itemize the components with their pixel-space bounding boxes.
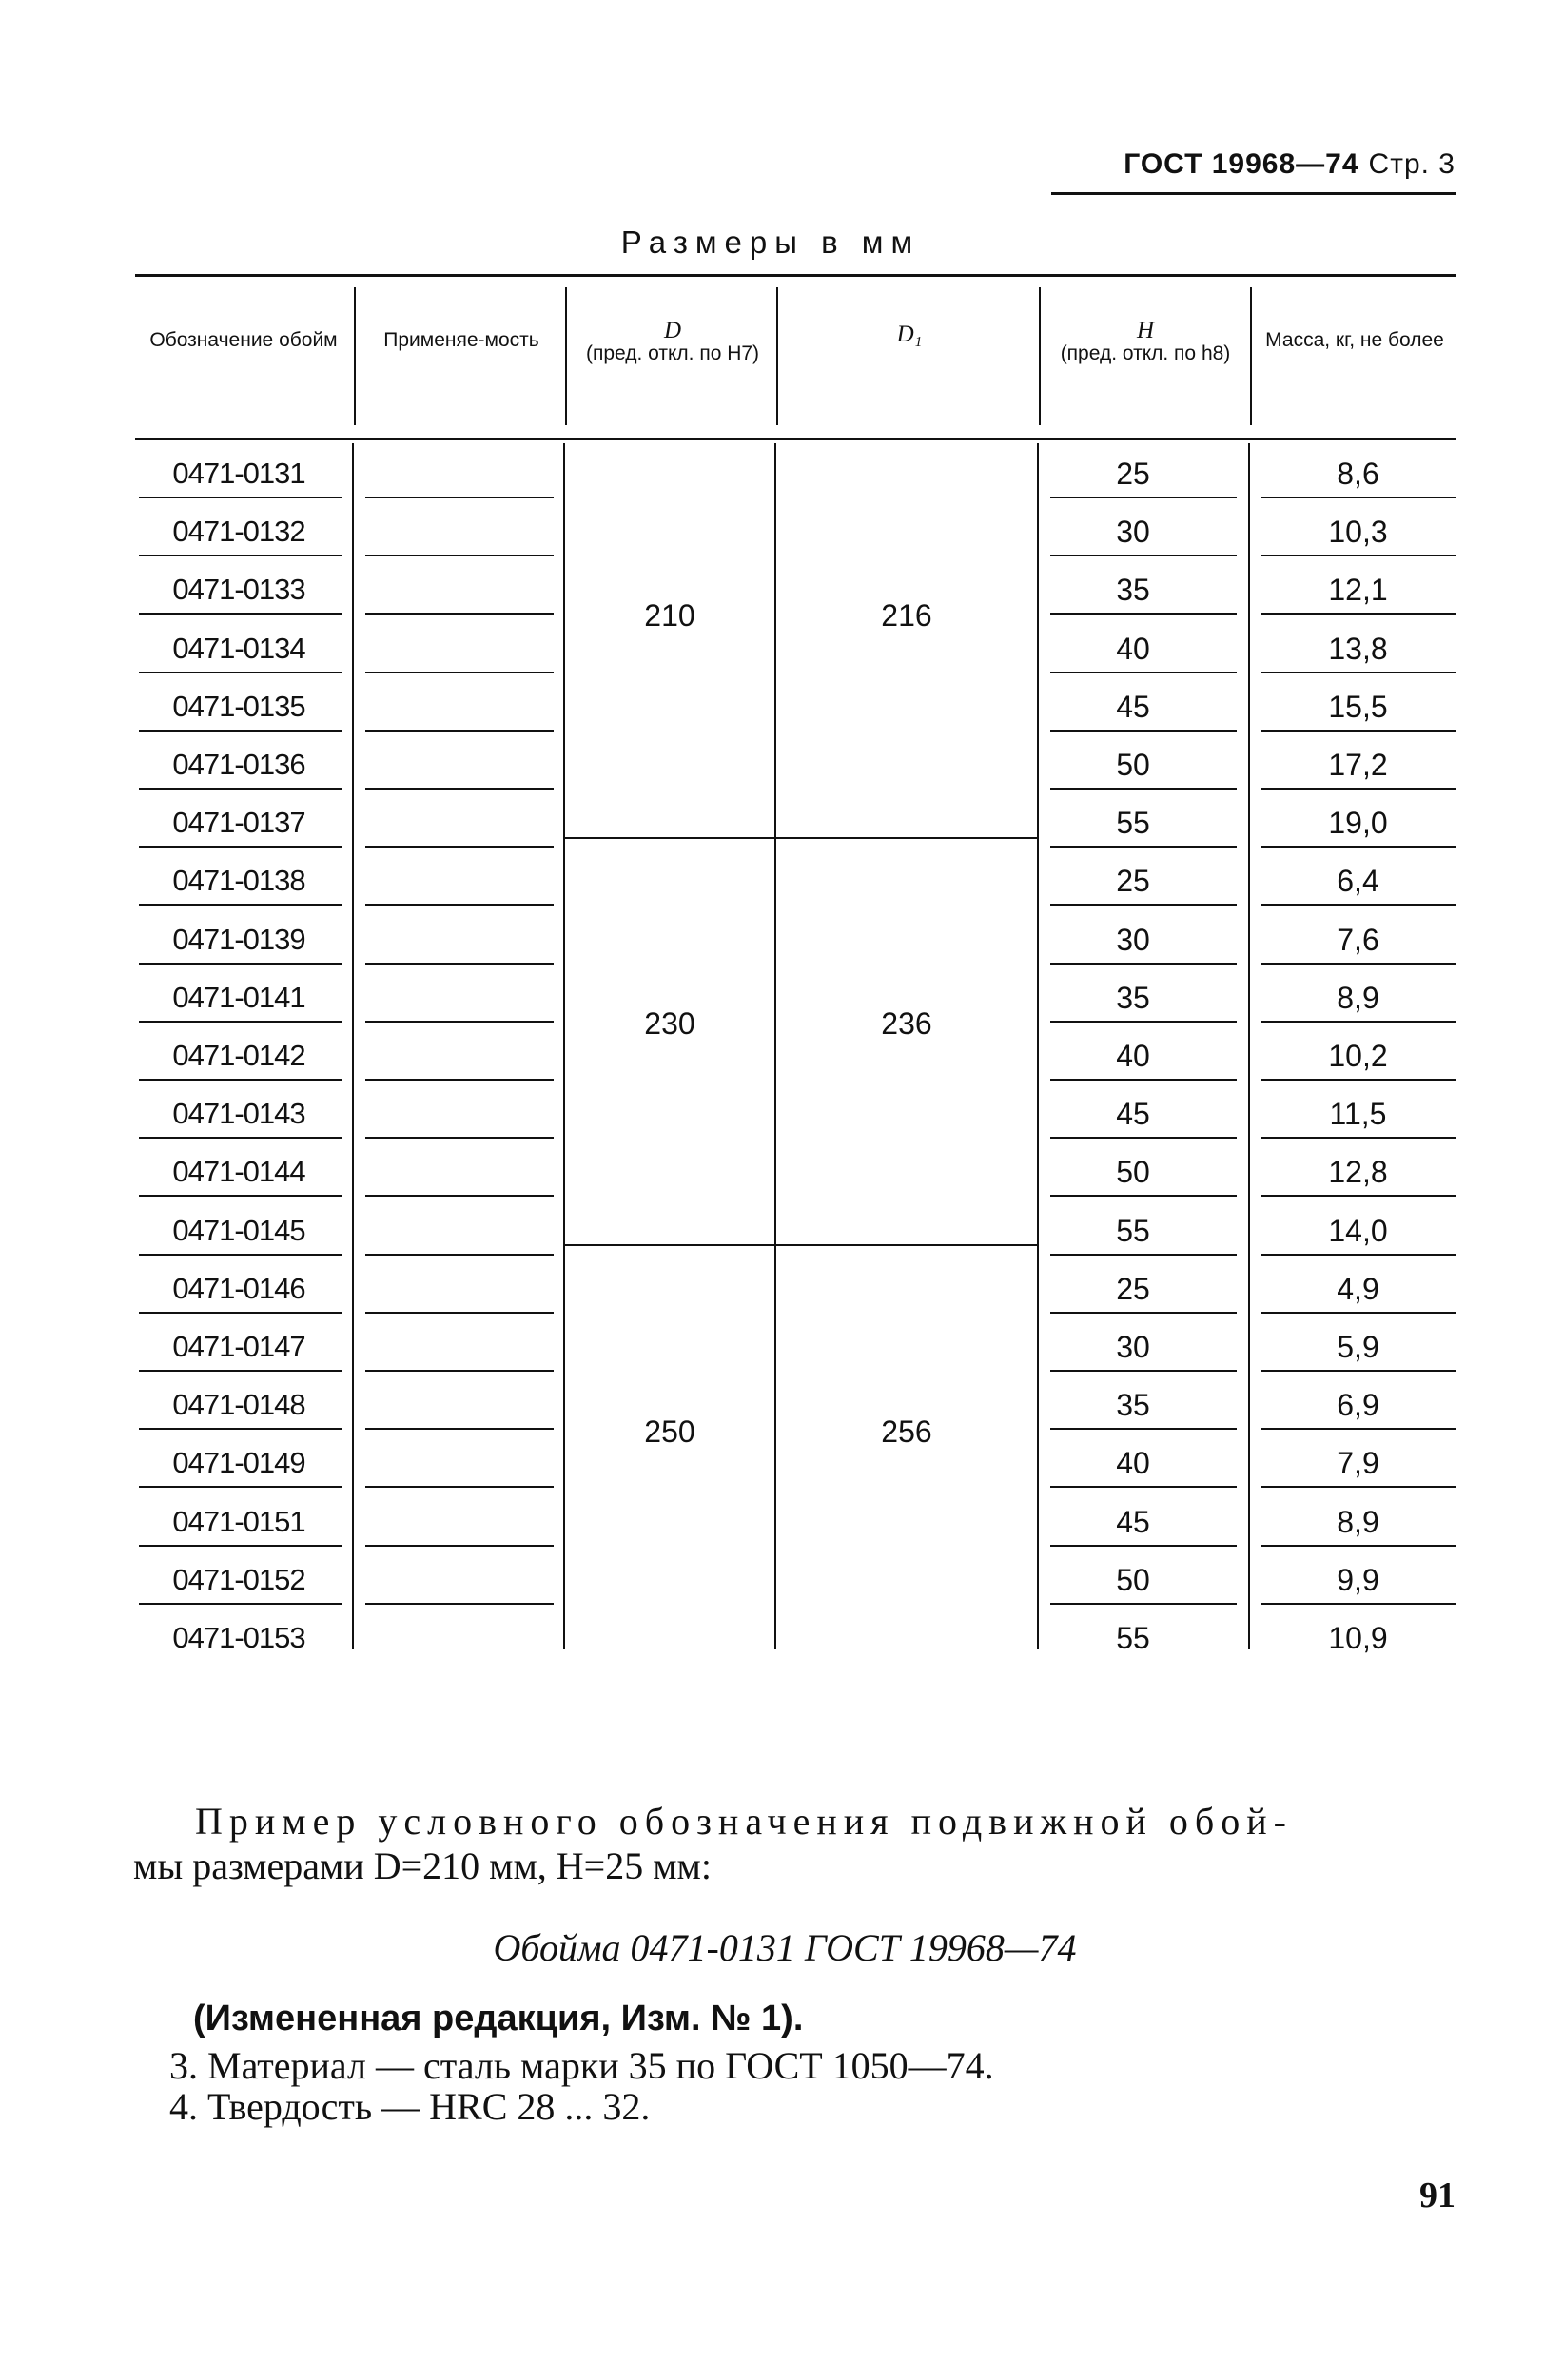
row-underline [139, 1603, 342, 1605]
mass-cell: 10,3 [1328, 515, 1388, 550]
h-cell: 55 [1116, 1213, 1150, 1248]
h-cell: 35 [1116, 573, 1150, 608]
h-cell: 25 [1116, 864, 1150, 899]
mass-cell: 8,6 [1337, 457, 1379, 491]
row-underline [1261, 1079, 1456, 1081]
row-underline [1050, 1428, 1237, 1430]
row-underline [365, 1486, 554, 1488]
row-underline [365, 1195, 554, 1197]
h-cell: 30 [1116, 515, 1150, 550]
d1-value: 216 [881, 598, 932, 633]
table-caption: Размеры в мм [620, 224, 921, 260]
row-underline [1261, 1137, 1456, 1139]
material-clause: 3. Материал — сталь марки 35 по ГОСТ 1050—74. [169, 2044, 994, 2087]
row-underline [365, 1545, 554, 1547]
designation-cell: 0471-0143 [172, 1097, 305, 1131]
mass-cell: 8,9 [1337, 980, 1379, 1015]
mass-cell: 17,2 [1328, 748, 1388, 782]
d1-symbol: D₁ [896, 322, 923, 347]
header-separator [1039, 287, 1041, 425]
mass-cell: 8,9 [1337, 1504, 1379, 1539]
row-underline [1050, 1312, 1237, 1314]
row-underline [139, 1312, 342, 1314]
row-underline [365, 613, 554, 615]
row-underline [365, 846, 554, 848]
designation-cell: 0471-0149 [172, 1446, 305, 1480]
row-underline [1050, 1137, 1237, 1139]
table-top-rule [135, 274, 1456, 277]
column-separator [352, 443, 354, 1649]
d-symbol: D [663, 318, 682, 343]
row-underline [1050, 904, 1237, 906]
column-separator [1248, 443, 1250, 1649]
row-underline [1261, 1486, 1456, 1488]
row-underline [365, 497, 554, 498]
h-cell: 40 [1116, 1039, 1150, 1073]
row-underline [1261, 788, 1456, 790]
row-underline [365, 1079, 554, 1081]
row-underline [1050, 1195, 1237, 1197]
row-underline [1261, 555, 1456, 556]
row-underline [139, 613, 342, 615]
row-underline [139, 1254, 342, 1256]
mass-cell: 12,8 [1328, 1155, 1388, 1190]
designation-cell: 0471-0132 [172, 515, 305, 549]
column-header-h [1041, 320, 1250, 365]
h-cell: 30 [1116, 1330, 1150, 1364]
row-underline [365, 1137, 554, 1139]
row-underline [139, 730, 342, 732]
column-header-d1 [778, 323, 1041, 346]
row-underline [1261, 613, 1456, 615]
row-underline [1261, 497, 1456, 498]
row-underline [1261, 1428, 1456, 1430]
mass-cell: 10,9 [1328, 1621, 1388, 1655]
row-underline [1050, 672, 1237, 673]
row-underline [139, 963, 342, 965]
d-tolerance: (пред. откл. по H7) [585, 342, 760, 364]
row-underline [1261, 1195, 1456, 1197]
mass-cell: 5,9 [1337, 1330, 1379, 1364]
designation-cell: 0471-0153 [172, 1621, 305, 1654]
column-header-d [567, 320, 778, 365]
row-underline [1050, 1545, 1237, 1547]
row-underline [139, 672, 342, 673]
h-cell: 55 [1116, 806, 1150, 841]
mass-cell: 4,9 [1337, 1271, 1379, 1306]
h-cell: 25 [1116, 1271, 1150, 1306]
hardness-clause: 4. Твердость — HRC 28 ... 32. [169, 2085, 651, 2128]
designation-cell: 0471-0151 [172, 1504, 305, 1538]
designation-cell: 0471-0145 [172, 1213, 305, 1247]
d-value: 210 [644, 598, 695, 633]
mass-cell: 19,0 [1328, 806, 1388, 841]
h-cell: 35 [1116, 1388, 1150, 1423]
row-underline [1261, 1312, 1456, 1314]
h-cell: 35 [1116, 980, 1150, 1015]
designation-cell: 0471-0136 [172, 748, 305, 781]
group-separator [565, 837, 1037, 839]
row-underline [1050, 1603, 1237, 1605]
row-underline [1050, 788, 1237, 790]
row-underline [139, 1486, 342, 1488]
d-value: 230 [644, 1006, 695, 1041]
h-cell: 50 [1116, 1562, 1150, 1597]
row-underline [365, 1021, 554, 1023]
d-value: 250 [644, 1414, 695, 1449]
mass-cell: 14,0 [1328, 1213, 1388, 1248]
mass-cell: 15,5 [1328, 689, 1388, 724]
row-underline [1050, 555, 1237, 556]
designation-cell: 0471-0138 [172, 864, 305, 898]
d1-value: 256 [881, 1414, 932, 1449]
d1-value: 236 [881, 1006, 932, 1041]
row-underline [1050, 730, 1237, 732]
row-underline [139, 904, 342, 906]
row-underline [139, 1137, 342, 1139]
row-underline [365, 963, 554, 965]
row-underline [365, 1312, 554, 1314]
designation-cell: 0471-0152 [172, 1562, 305, 1596]
page-indicator: Стр. 3 [1368, 148, 1456, 180]
column-separator [1037, 443, 1039, 1649]
designation-cell: 0471-0133 [172, 573, 305, 607]
row-underline [365, 1428, 554, 1430]
example-intro: Пример условного обозначения подвижной обой- [195, 1800, 1293, 1843]
row-underline [139, 1545, 342, 1547]
amendment-note: (Измененная редакция, Изм. № 1). [193, 1999, 804, 2039]
row-underline [1261, 963, 1456, 965]
row-underline [1050, 1079, 1237, 1081]
row-underline [365, 1603, 554, 1605]
designation-example: Обойма 0471-0131 ГОСТ 19968—74 [493, 1926, 1077, 1969]
designation-cell: 0471-0144 [172, 1155, 305, 1189]
row-underline [1261, 1254, 1456, 1256]
row-underline [1261, 846, 1456, 848]
row-underline [1261, 1545, 1456, 1547]
row-underline [365, 904, 554, 906]
mass-cell: 11,5 [1329, 1097, 1387, 1132]
h-cell: 55 [1116, 1621, 1150, 1655]
h-cell: 50 [1116, 748, 1150, 782]
table-header-rule [135, 438, 1456, 440]
row-underline [1050, 1254, 1237, 1256]
row-underline [365, 1370, 554, 1372]
row-underline [139, 555, 342, 556]
row-underline [1050, 497, 1237, 498]
mass-cell: 13,8 [1328, 631, 1388, 666]
mass-cell: 9,9 [1337, 1562, 1379, 1597]
designation-cell: 0471-0142 [172, 1039, 305, 1072]
row-underline [1050, 613, 1237, 615]
h-cell: 30 [1116, 922, 1150, 957]
row-underline [139, 1021, 342, 1023]
row-underline [1261, 1603, 1456, 1605]
row-underline [139, 788, 342, 790]
h-tolerance: (пред. откл. по h8) [1060, 342, 1231, 364]
column-header-mass: Масса, кг, не более [1265, 329, 1444, 351]
row-underline [1050, 846, 1237, 848]
designation-cell: 0471-0146 [172, 1271, 305, 1305]
h-cell: 45 [1116, 1504, 1150, 1539]
row-underline [139, 1195, 342, 1197]
row-underline [1261, 730, 1456, 732]
h-cell: 45 [1116, 689, 1150, 724]
column-header-applicability: Применяе-мость [383, 329, 539, 351]
example-sizes: мы размерами D=210 мм, H=25 мм: [133, 1844, 712, 1887]
mass-cell: 12,1 [1328, 573, 1388, 608]
row-underline [1050, 1370, 1237, 1372]
h-symbol: H [1136, 318, 1155, 343]
header-separator [565, 287, 567, 425]
row-underline [139, 1370, 342, 1372]
row-underline [365, 555, 554, 556]
designation-cell: 0471-0134 [172, 631, 305, 665]
row-underline [1261, 672, 1456, 673]
row-underline [1050, 1486, 1237, 1488]
mass-cell: 6,9 [1337, 1388, 1379, 1423]
designation-cell: 0471-0139 [172, 922, 305, 956]
row-underline [1261, 904, 1456, 906]
h-cell: 50 [1116, 1155, 1150, 1190]
h-cell: 40 [1116, 1446, 1150, 1481]
row-underline [365, 730, 554, 732]
header-separator [776, 287, 778, 425]
designation-cell: 0471-0137 [172, 806, 305, 840]
header-separator [354, 287, 356, 425]
h-cell: 45 [1116, 1097, 1150, 1132]
row-underline [1050, 963, 1237, 965]
row-underline [1261, 1370, 1456, 1372]
column-header-designation: Обозначение обойм [149, 329, 338, 351]
h-cell: 25 [1116, 457, 1150, 491]
row-underline [365, 672, 554, 673]
designation-cell: 0471-0135 [172, 689, 305, 723]
designation-cell: 0471-0141 [172, 980, 305, 1014]
row-underline [139, 1428, 342, 1430]
header-separator [1250, 287, 1252, 425]
h-cell: 40 [1116, 631, 1150, 666]
group-separator [565, 1244, 1037, 1246]
row-underline [1261, 1021, 1456, 1023]
mass-cell: 6,4 [1337, 864, 1379, 899]
row-underline [139, 497, 342, 498]
row-underline [365, 788, 554, 790]
mass-cell: 7,6 [1337, 922, 1379, 957]
mass-cell: 7,9 [1337, 1446, 1379, 1481]
row-underline [139, 846, 342, 848]
row-underline [365, 1254, 554, 1256]
standard-number: ГОСТ 19968—74 [1124, 148, 1359, 180]
designation-cell: 0471-0131 [172, 457, 305, 490]
designation-cell: 0471-0148 [172, 1388, 305, 1422]
header-rule [1051, 192, 1456, 195]
row-underline [139, 1079, 342, 1081]
page-number: 91 [1419, 2175, 1456, 2215]
page-header [1046, 148, 1456, 181]
mass-cell: 10,2 [1328, 1039, 1388, 1073]
designation-cell: 0471-0147 [172, 1330, 305, 1363]
row-underline [1050, 1021, 1237, 1023]
